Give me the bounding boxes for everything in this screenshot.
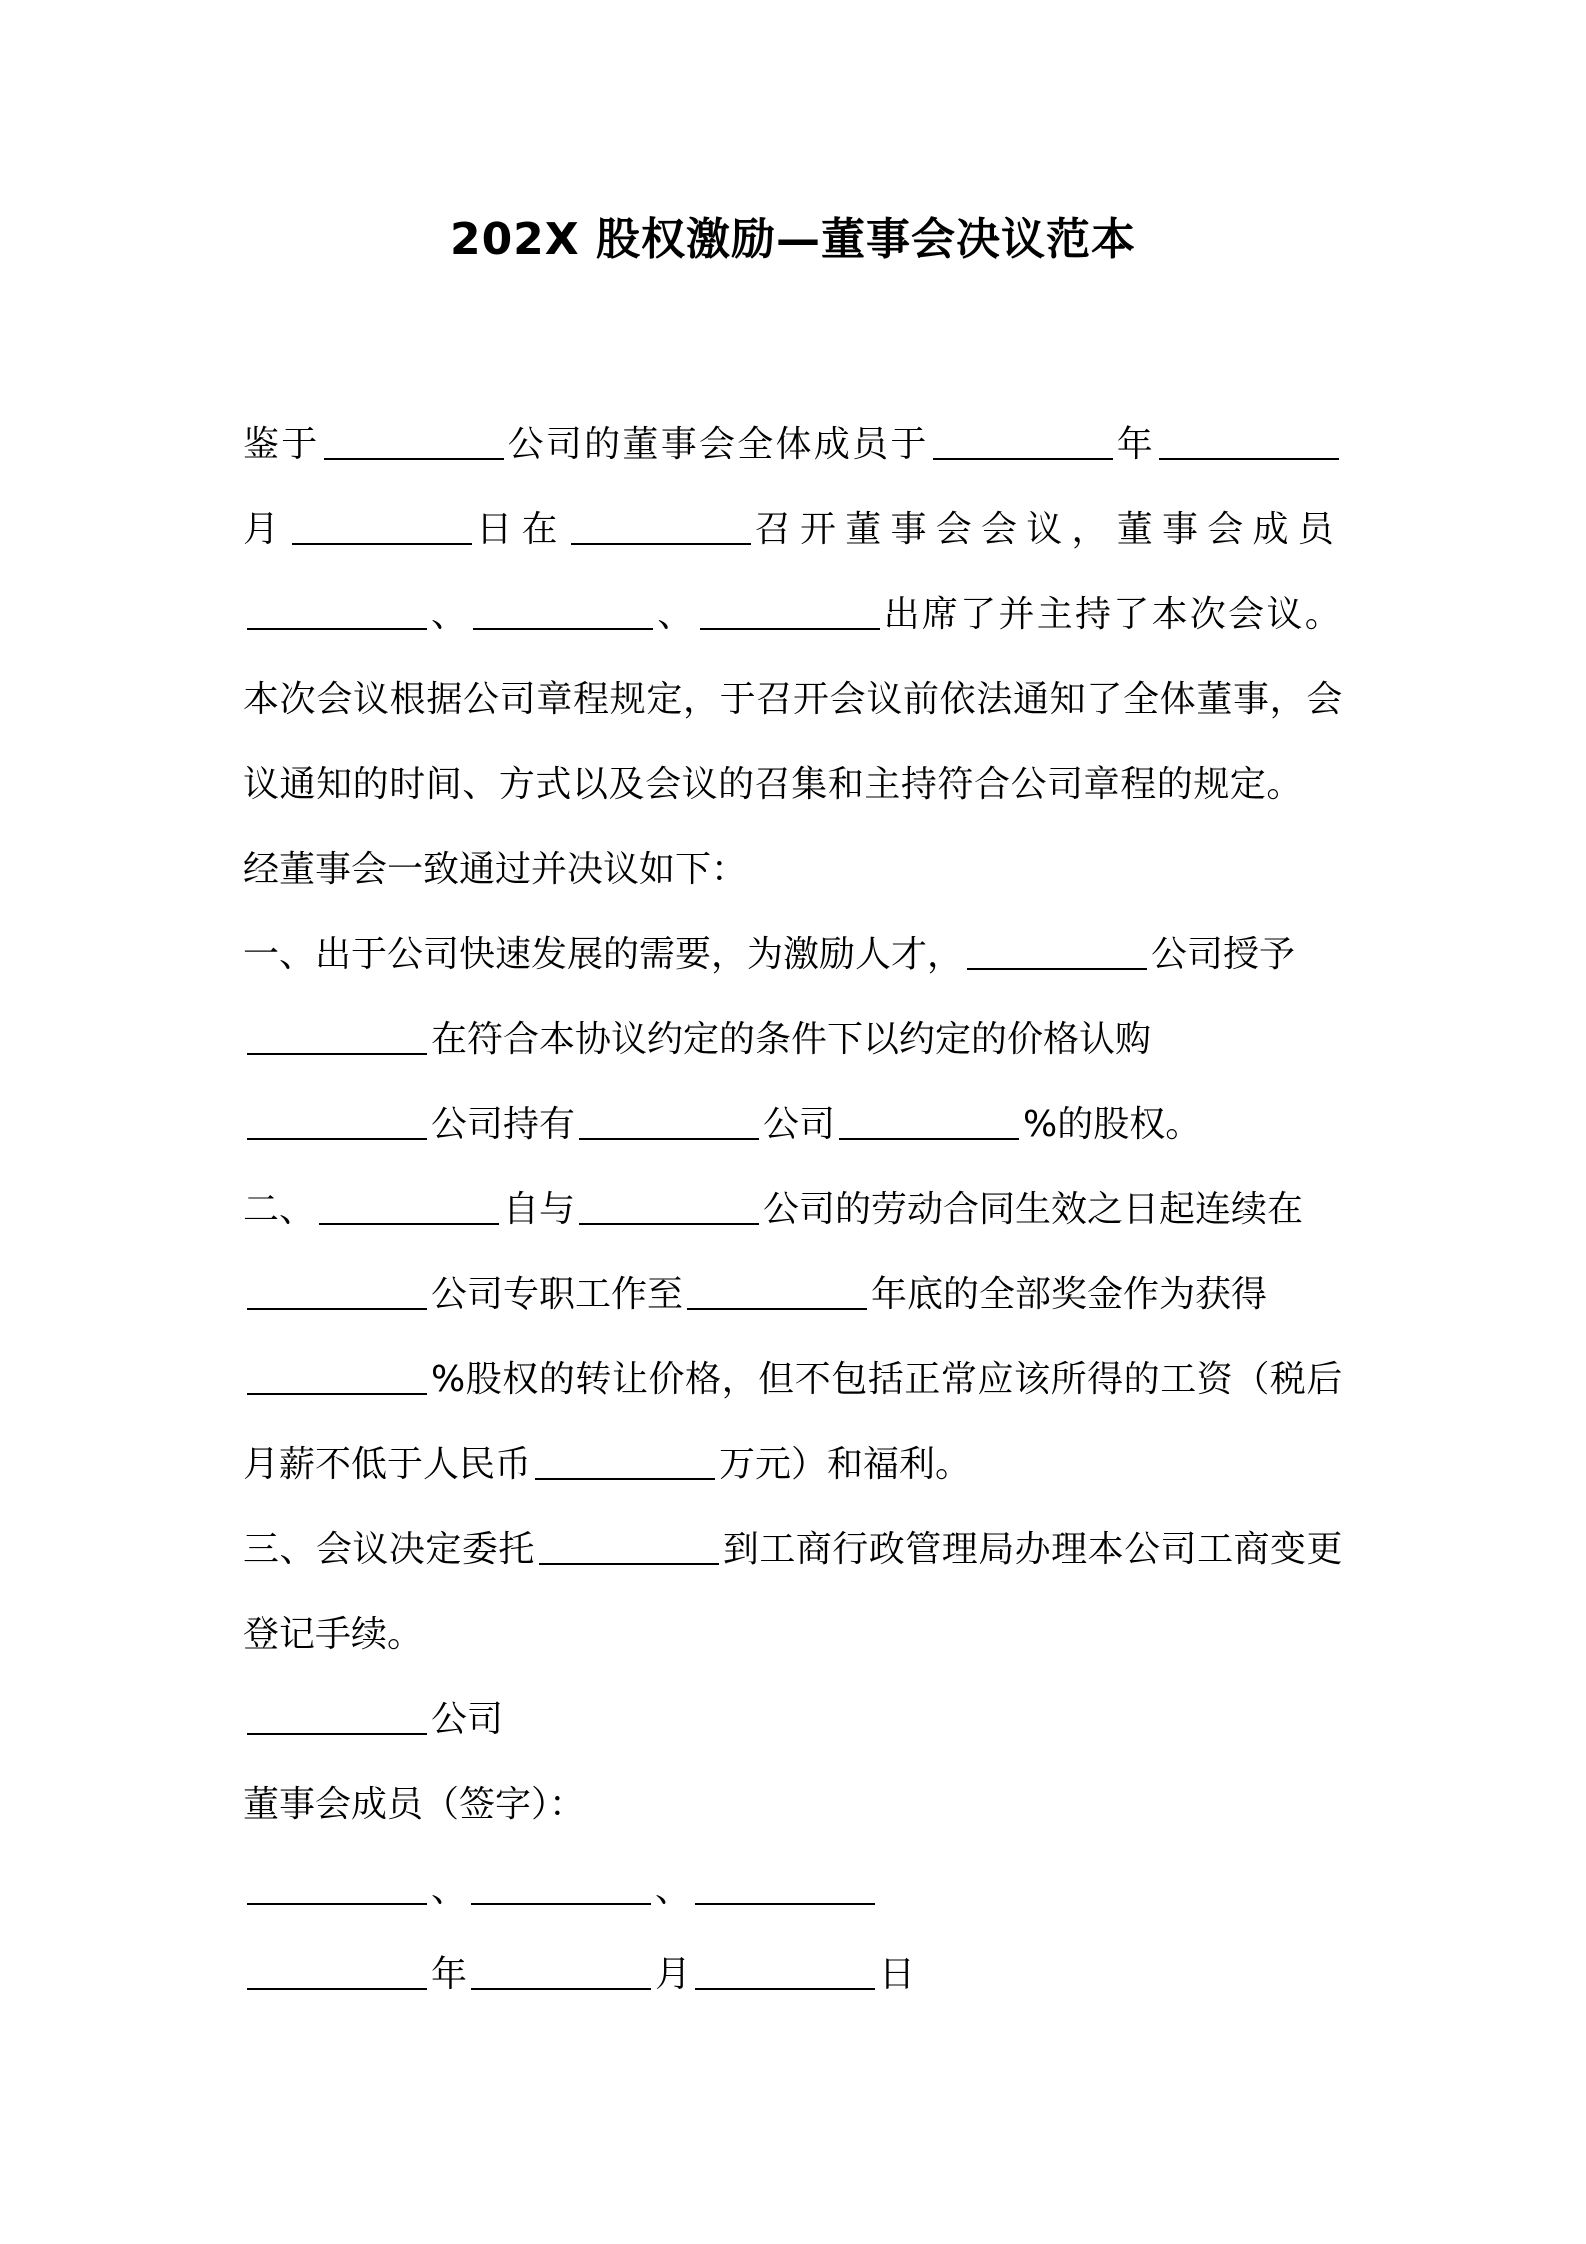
line-text: 董事会成员（签字）：	[243, 1784, 586, 1825]
line-text: 月	[243, 509, 289, 550]
line-text: 公司持有	[431, 1104, 576, 1145]
fill-in-blank[interactable]	[247, 1699, 427, 1735]
fill-in-blank[interactable]	[247, 1869, 427, 1905]
fill-in-blank[interactable]	[1159, 424, 1339, 460]
fill-in-blank[interactable]	[473, 594, 653, 630]
fill-in-blank[interactable]	[247, 1104, 427, 1140]
fill-in-blank[interactable]	[695, 1954, 875, 1990]
line-text: 年	[431, 1954, 468, 1995]
line-text: 月	[655, 1954, 692, 1995]
fill-in-blank[interactable]	[319, 1189, 499, 1225]
fill-in-blank[interactable]	[571, 509, 751, 545]
body-line	[243, 590, 1343, 640]
line-text: %股权的转让价格，但不包括正常应该所得的工资（税后	[431, 1359, 1343, 1400]
fill-in-blank[interactable]	[292, 509, 472, 545]
body-line	[243, 1780, 585, 1830]
line-text: %的股权。	[1023, 1104, 1202, 1145]
fill-in-blank[interactable]	[247, 1359, 427, 1395]
fill-in-blank[interactable]	[579, 1104, 759, 1140]
line-text: 、	[655, 1869, 692, 1910]
body-line	[243, 1610, 423, 1660]
line-text: 本次会议根据公司章程规定，于召开会议前依法通知了全体董事，会	[243, 679, 1343, 720]
line-text: 鉴于	[243, 424, 320, 465]
line-text: 出席了并主持了本次会议。	[883, 594, 1343, 635]
document-title: 202X 股权激励—董事会决议范本	[449, 214, 1137, 265]
body-line	[243, 505, 1343, 555]
body-line	[243, 1695, 503, 1745]
line-text: 公司	[763, 1104, 836, 1145]
line-text: 自与	[503, 1189, 576, 1230]
fill-in-blank[interactable]	[933, 424, 1113, 460]
body-line	[243, 420, 1343, 470]
line-text: 日	[879, 1954, 916, 1995]
line-text: 、	[431, 1869, 468, 1910]
fill-in-blank[interactable]	[471, 1869, 651, 1905]
fill-in-blank[interactable]	[967, 934, 1147, 970]
line-text: 、	[431, 594, 470, 635]
body-line	[243, 1525, 1343, 1575]
fill-in-blank[interactable]	[247, 1954, 427, 1990]
line-text: 月薪不低于人民币	[243, 1444, 532, 1485]
body-line	[243, 1865, 879, 1915]
line-text: 公司的董事会全体成员于	[507, 424, 929, 465]
fill-in-blank[interactable]	[247, 1019, 427, 1055]
fill-in-blank[interactable]	[535, 1444, 715, 1480]
body-line	[243, 1185, 1303, 1235]
line-text: 日在	[476, 509, 567, 550]
line-text: 召开董事会会议，董事会成员	[754, 509, 1343, 550]
body-line	[243, 1015, 1151, 1065]
line-text: 万元）和福利。	[719, 1444, 972, 1485]
line-text: 年	[1116, 424, 1155, 465]
fill-in-blank[interactable]	[247, 594, 427, 630]
line-text: 在符合本协议约定的条件下以约定的价格认购	[431, 1019, 1152, 1060]
line-text: 三、会议决定委托	[243, 1529, 535, 1570]
fill-in-blank[interactable]	[539, 1529, 719, 1565]
body-line	[243, 760, 1303, 810]
line-text: 年底的全部奖金作为获得	[871, 1274, 1268, 1315]
fill-in-blank[interactable]	[247, 1274, 427, 1310]
line-text: 公司授予	[1151, 934, 1296, 975]
fill-in-blank[interactable]	[471, 1954, 651, 1990]
line-text: 到工商行政管理局办理本公司工商变更	[722, 1529, 1343, 1570]
line-text: 公司专职工作至	[431, 1274, 684, 1315]
body-line	[243, 845, 747, 895]
body-line	[243, 675, 1343, 725]
line-text: 公司	[431, 1699, 504, 1740]
line-text: 议通知的时间、方式以及会议的召集和主持符合公司章程的规定。	[243, 764, 1303, 805]
body-line	[243, 1355, 1343, 1405]
line-text: 公司的劳动合同生效之日起连续在	[763, 1189, 1304, 1230]
line-text: 、	[657, 594, 696, 635]
body-line	[243, 1440, 971, 1490]
fill-in-blank[interactable]	[839, 1104, 1019, 1140]
body-line	[243, 1270, 1267, 1320]
body-line	[243, 930, 1295, 980]
body-line	[243, 1100, 1201, 1150]
line-text: 二、	[243, 1189, 316, 1230]
line-text: 经董事会一致通过并决议如下：	[243, 849, 748, 890]
fill-in-blank[interactable]	[687, 1274, 867, 1310]
fill-in-blank[interactable]	[700, 594, 880, 630]
fill-in-blank[interactable]	[324, 424, 504, 460]
line-text: 登记手续。	[243, 1614, 424, 1655]
body-line	[243, 1950, 915, 2000]
fill-in-blank[interactable]	[579, 1189, 759, 1225]
fill-in-blank[interactable]	[695, 1869, 875, 1905]
line-text: 一、出于公司快速发展的需要，为激励人才，	[243, 934, 964, 975]
